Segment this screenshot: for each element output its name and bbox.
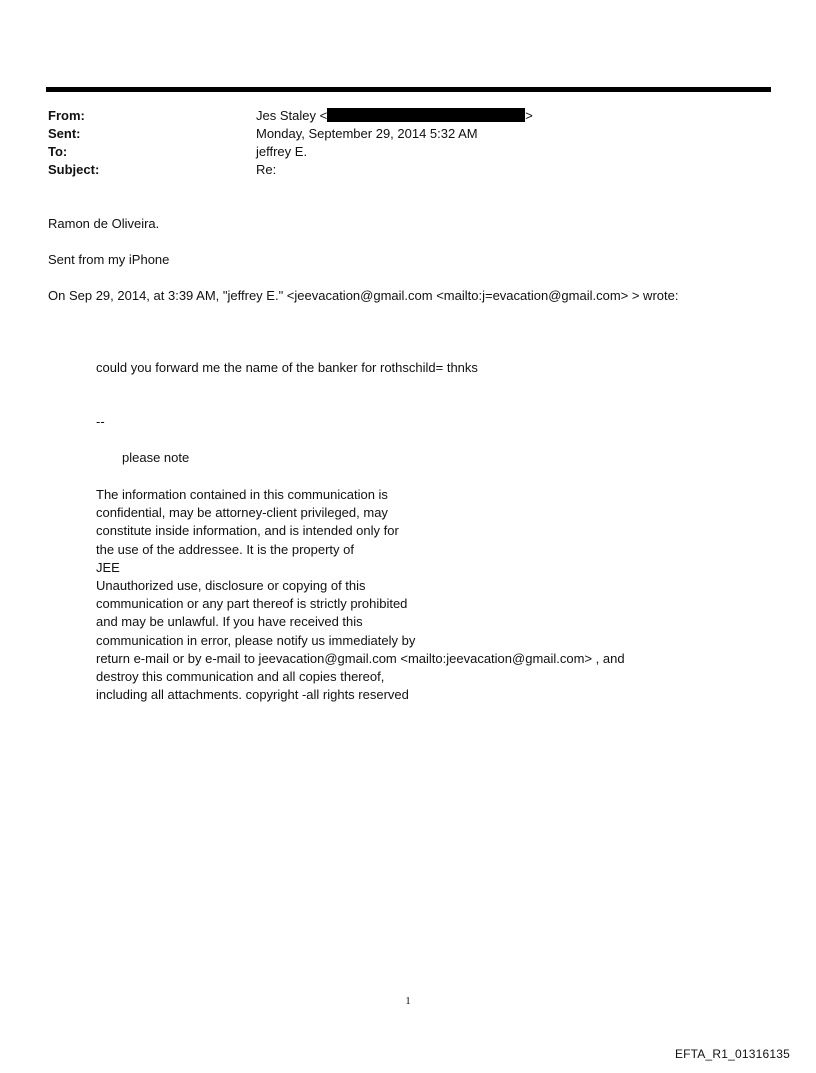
quote-intro: On Sep 29, 2014, at 3:39 AM, "jeffrey E." <jeevacation@gmail.com <mailto:j=evacation@gmail.com> > wrote: xyxy=(48,288,679,303)
disclaimer-line: destroy this communication and all copies thereof, xyxy=(96,668,385,684)
disclaimer-line: return e-mail or by e-mail to jeevacation@gmail.com <mailto:jeevacation@gmail.com> , and xyxy=(96,650,625,666)
please-note: please note xyxy=(122,450,190,465)
to-value: jeffrey E. xyxy=(256,144,308,159)
signature: Sent from my iPhone xyxy=(48,252,170,267)
sent-label: Sent: xyxy=(48,126,81,141)
reply-text: Ramon de Oliveira. xyxy=(48,216,160,231)
redaction-block xyxy=(327,108,525,122)
disclaimer-line: including all attachments. copyright -all rights reserved xyxy=(96,687,409,703)
disclaimer-line: JEE xyxy=(96,559,120,575)
document-id: EFTA_R1_01316135 xyxy=(674,1047,790,1061)
disclaimer-line: confidential, may be attorney-client privileged, may xyxy=(96,505,388,521)
from-row xyxy=(48,107,748,125)
subject-row xyxy=(48,161,748,179)
disclaimer-line: and may be unlawful. If you have received this xyxy=(96,614,363,630)
from-value xyxy=(256,107,533,125)
to-row xyxy=(48,143,748,161)
from-name: Jes Staley < xyxy=(256,108,328,123)
disclaimer-line: constitute inside information, and is intended only for xyxy=(96,523,399,539)
disclaimer xyxy=(96,486,625,704)
to-label: To: xyxy=(48,144,68,159)
signature-separator: -- xyxy=(96,414,105,429)
disclaimer-line: The information contained in this communication is xyxy=(96,487,388,502)
from-name-suffix: > xyxy=(525,108,533,123)
header-divider xyxy=(46,87,771,92)
subject-label: Subject: xyxy=(48,162,100,177)
page-number: 1 xyxy=(405,995,411,1007)
from-label: From: xyxy=(48,108,85,123)
sent-value: Monday, September 29, 2014 5:32 AM xyxy=(256,126,478,141)
disclaimer-line: communication or any part thereof is strictly prohibited xyxy=(96,596,408,612)
disclaimer-line: communication in error, please notify us immediately by xyxy=(96,632,416,648)
sent-row xyxy=(48,125,748,143)
disclaimer-line: the use of the addressee. It is the property of xyxy=(96,541,354,557)
disclaimer-line: Unauthorized use, disclosure or copying of this xyxy=(96,577,366,593)
quoted-message: could you forward me the name of the banker for rothschild= thnks xyxy=(96,360,478,375)
subject-value: Re: xyxy=(256,162,277,177)
